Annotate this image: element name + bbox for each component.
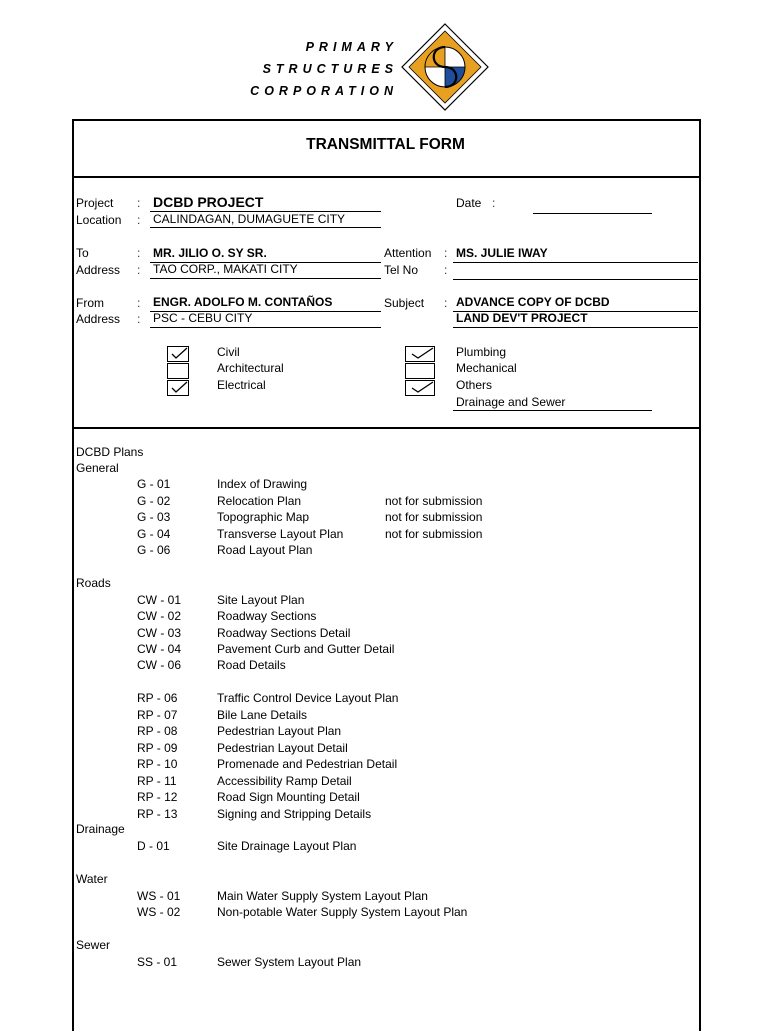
checkbox-plumbing[interactable] — [405, 346, 435, 362]
drawing-title: Road Layout Plan — [217, 543, 313, 557]
to-address-value: TAO CORP., MAKATI CITY — [153, 262, 298, 276]
form-title: TRANSMITTAL FORM — [306, 136, 465, 153]
field-underline — [150, 262, 381, 263]
drawing-title: Main Water Supply System Layout Plan — [217, 889, 428, 903]
from-address-label: Address — [76, 312, 121, 326]
drawing-title: Promenade and Pedestrian Detail — [217, 757, 398, 771]
company-logo-icon — [400, 22, 490, 112]
drawing-code: RP - 09 — [137, 741, 178, 755]
drawing-title: Non-potable Water Supply System Layout Plan — [217, 905, 468, 919]
field-underline — [453, 279, 698, 280]
checkmark-icon — [408, 380, 434, 394]
drawing-title: Accessibility Ramp Detail — [217, 774, 352, 788]
checkbox-civil[interactable] — [167, 346, 189, 362]
colon: : — [444, 246, 448, 260]
date-underline — [533, 213, 652, 214]
drawing-code: WS - 02 — [137, 905, 181, 919]
checkbox-others[interactable] — [405, 380, 435, 396]
field-underline — [150, 211, 381, 212]
drawing-code: RP - 06 — [137, 691, 178, 705]
field-underline — [150, 311, 381, 312]
drawing-title: Transverse Layout Plan — [217, 527, 344, 541]
drawing-code: WS - 01 — [137, 889, 181, 903]
discipline-label: Architectural — [217, 361, 284, 375]
colon: : — [492, 196, 496, 210]
section-label-sewer: Sewer — [76, 938, 111, 952]
field-underline — [150, 227, 381, 228]
drawing-title: Road Sign Mounting Detail — [217, 790, 360, 804]
drawing-code: RP - 11 — [137, 774, 177, 788]
drawing-title: Sewer System Layout Plan — [217, 955, 362, 969]
discipline-label: Mechanical — [456, 361, 517, 375]
location-label: Location — [76, 213, 122, 227]
drawing-code: CW - 01 — [137, 593, 182, 607]
discipline-label: Others — [456, 378, 493, 392]
checkmark-icon — [170, 380, 188, 394]
company-name-line3: CORPORATION — [250, 84, 398, 98]
field-underline — [150, 327, 381, 328]
attention-label: Attention — [384, 246, 432, 260]
colon: : — [444, 296, 448, 310]
from-label: From — [76, 296, 104, 310]
checkbox-architectural[interactable] — [167, 363, 189, 379]
drawing-title: Site Layout Plan — [217, 593, 305, 607]
section-label-drainage: Drainage — [76, 822, 125, 836]
telno-label: Tel No — [384, 263, 419, 277]
colon: : — [137, 196, 141, 210]
drawing-title: Signing and Stripping Details — [217, 807, 372, 821]
checkbox-mechanical[interactable] — [405, 363, 435, 379]
discipline-label: Electrical — [217, 378, 266, 392]
colon: : — [444, 263, 448, 277]
location-value: CALINDAGAN, DUMAGUETE CITY — [153, 212, 346, 226]
colon: : — [137, 312, 141, 326]
colon: : — [137, 213, 141, 227]
colon: : — [137, 246, 141, 260]
drawing-code: G - 03 — [137, 510, 171, 524]
drawing-title: Index of Drawing — [217, 477, 308, 491]
discipline-label: Drainage and Sewer — [456, 395, 566, 409]
drawing-title: Site Drainage Layout Plan — [217, 839, 357, 853]
subject-line1: ADVANCE COPY OF DCBD — [456, 295, 610, 309]
field-underline — [453, 311, 698, 312]
field-underline — [453, 410, 652, 411]
colon: : — [137, 263, 141, 277]
discipline-label: Plumbing — [456, 345, 507, 359]
drawing-title: Pedestrian Layout Plan — [217, 724, 342, 738]
drawing-title: Road Details — [217, 658, 286, 672]
drawing-code: G - 01 — [137, 477, 171, 491]
drawing-title: Relocation Plan — [217, 494, 302, 508]
to-address-label: Address — [76, 263, 121, 277]
project-value: DCBD PROJECT — [153, 194, 264, 210]
drawing-code: CW - 04 — [137, 642, 182, 656]
date-label: Date — [456, 196, 482, 210]
drawing-title: Pedestrian Layout Detail — [217, 741, 348, 755]
from-value: ENGR. ADOLFO M. CONTAÑOS — [153, 295, 333, 309]
company-name-line1: PRIMARY — [305, 40, 398, 54]
divider — [72, 176, 699, 178]
drawing-code: RP - 12 — [137, 790, 178, 804]
drawing-code: G - 04 — [137, 527, 171, 541]
drawing-code: G - 02 — [137, 494, 171, 508]
drawing-title: Topographic Map — [217, 510, 310, 524]
attention-value: MS. JULIE IWAY — [456, 246, 548, 260]
drawing-title: Roadway Sections Detail — [217, 626, 351, 640]
drawing-title: Roadway Sections — [217, 609, 317, 623]
checkmark-icon — [408, 346, 434, 360]
field-underline — [453, 262, 698, 263]
drawing-title: Traffic Control Device Layout Plan — [217, 691, 399, 705]
subject-line2: LAND DEV'T PROJECT — [456, 311, 588, 325]
company-name-line2: STRUCTURES — [262, 62, 398, 76]
drawing-code: RP - 08 — [137, 724, 178, 738]
discipline-label: Civil — [217, 345, 240, 359]
section-label-general: General — [76, 461, 119, 475]
to-value: MR. JILIO O. SY SR. — [153, 246, 267, 260]
divider — [72, 427, 699, 429]
plans-heading: DCBD Plans — [76, 445, 144, 459]
drawing-code: RP - 07 — [137, 708, 178, 722]
drawing-title: Bile Lane Details — [217, 708, 308, 722]
field-underline — [150, 278, 381, 279]
section-label-water: Water — [76, 872, 108, 886]
drawing-code: CW - 02 — [137, 609, 182, 623]
drawing-title: Pavement Curb and Gutter Detail — [217, 642, 395, 656]
colon: : — [137, 296, 141, 310]
drawing-code: G - 06 — [137, 543, 171, 557]
checkmark-icon — [170, 346, 188, 360]
from-address-value: PSC - CEBU CITY — [153, 311, 253, 325]
drawing-note: not for submission — [385, 527, 483, 541]
subject-label: Subject — [384, 296, 425, 310]
checkbox-electrical[interactable] — [167, 380, 189, 396]
drawing-code: CW - 03 — [137, 626, 182, 640]
section-label-roads: Roads — [76, 576, 111, 590]
project-label: Project — [76, 196, 114, 210]
drawing-code: D - 01 — [137, 839, 170, 853]
drawing-note: not for submission — [385, 510, 483, 524]
field-underline — [453, 327, 698, 328]
drawing-code: RP - 10 — [137, 757, 178, 771]
drawing-note: not for submission — [385, 494, 483, 508]
drawing-code: CW - 06 — [137, 658, 182, 672]
drawing-code: SS - 01 — [137, 955, 178, 969]
drawing-code: RP - 13 — [137, 807, 178, 821]
to-label: To — [76, 246, 89, 260]
